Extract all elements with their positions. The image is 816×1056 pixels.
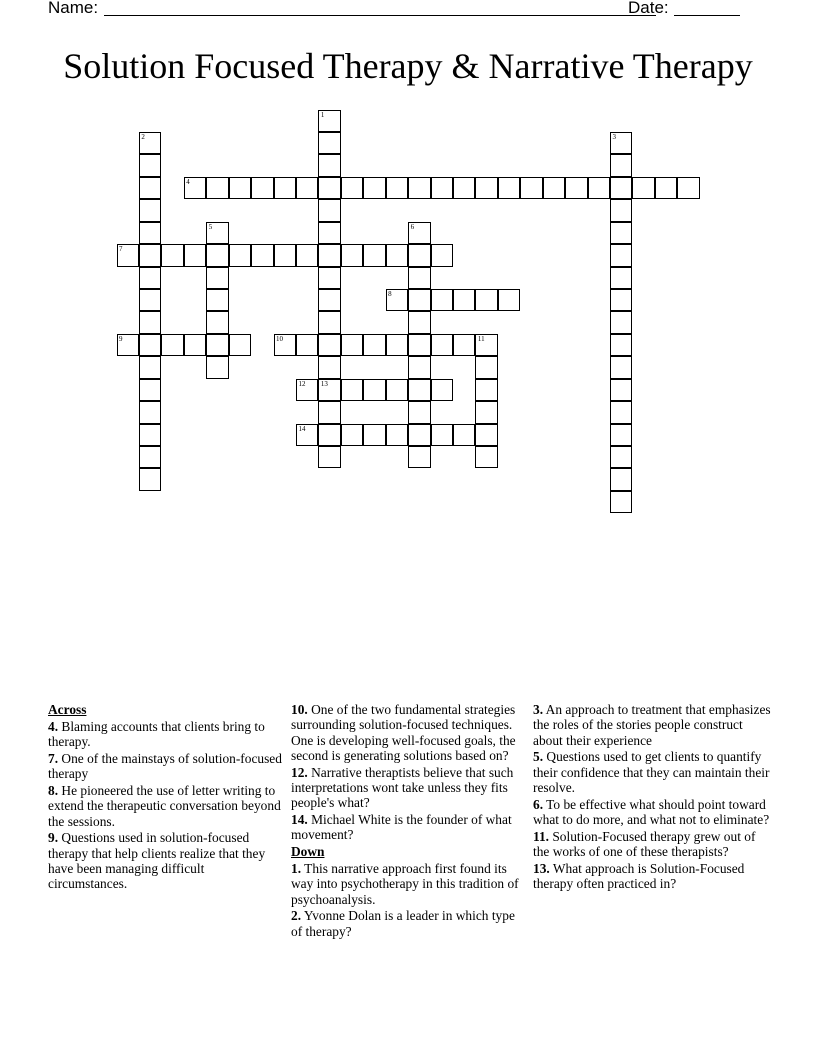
crossword-cell[interactable] <box>206 289 229 312</box>
name-label: Name: <box>48 0 99 17</box>
crossword-cell[interactable] <box>475 401 498 424</box>
crossword-cell[interactable] <box>161 244 184 267</box>
crossword-cell[interactable] <box>610 334 633 357</box>
across-heading: Across <box>48 702 87 717</box>
crossword-cell[interactable] <box>318 356 341 379</box>
crossword-cell[interactable] <box>453 177 476 200</box>
crossword-cell[interactable] <box>318 244 341 267</box>
crossword-cell[interactable] <box>139 379 162 402</box>
clue-text: One of the two fundamental strategies surrounding solution-focused techniques. One is developing well-focused goals, the second is generating solutions based on? <box>291 702 516 763</box>
crossword-cell[interactable] <box>386 289 409 312</box>
clue-across-12 <box>291 765 525 811</box>
crossword-cell[interactable] <box>296 177 319 200</box>
crossword-cell[interactable] <box>386 424 409 447</box>
crossword-cell[interactable] <box>498 289 521 312</box>
crossword-cell[interactable] <box>610 244 633 267</box>
clue-across-9 <box>48 830 284 891</box>
crossword-cell[interactable] <box>139 468 162 491</box>
clue-number: 2. <box>291 908 302 924</box>
crossword-cell[interactable] <box>139 244 162 267</box>
crossword-cell[interactable] <box>386 334 409 357</box>
crossword-cell[interactable] <box>318 424 341 447</box>
clue-number-label: 10 <box>276 334 283 343</box>
clue-number-label: 6 <box>410 222 415 231</box>
crossword-cell[interactable] <box>117 244 140 267</box>
clue-text: What approach is Solution-Focused therapy often practiced in? <box>533 860 745 892</box>
crossword-cell[interactable] <box>520 177 543 200</box>
crossword-cell[interactable] <box>610 199 633 222</box>
crossword-cell[interactable] <box>139 132 162 155</box>
crossword-cell[interactable] <box>610 222 633 245</box>
clue-down-11 <box>533 829 773 860</box>
crossword-cell[interactable] <box>341 334 364 357</box>
clue-number: 14. <box>291 812 308 828</box>
date-field[interactable] <box>674 15 740 16</box>
clue-number: 3. <box>533 702 544 717</box>
crossword-cell[interactable] <box>408 244 431 267</box>
crossword-cell[interactable] <box>610 379 633 402</box>
clue-number: 12. <box>291 764 308 780</box>
crossword-cell[interactable] <box>229 244 252 267</box>
crossword-cell[interactable] <box>318 177 341 200</box>
crossword-cell[interactable] <box>431 177 454 200</box>
crossword-cell[interactable] <box>363 334 386 357</box>
crossword-cell[interactable] <box>610 289 633 312</box>
clue-down-6 <box>533 797 773 828</box>
clue-number-label: 9 <box>119 334 123 343</box>
crossword-cell[interactable] <box>498 177 521 200</box>
crossword-cell[interactable] <box>139 311 162 334</box>
page-title: Solution Focused Therapy & Narrative Therapy <box>63 46 753 86</box>
crossword-cell[interactable] <box>206 267 229 290</box>
clue-text: Yvonne Dolan is a leader in which type of therapy? <box>291 908 515 939</box>
clue-text: Narrative theraptists believe that such interpretations wont take unless they fits people's what? <box>291 764 514 811</box>
crossword-cell[interactable] <box>206 334 229 357</box>
clue-across-4 <box>48 719 284 750</box>
crossword-cell[interactable] <box>184 177 207 200</box>
crossword-cell[interactable] <box>318 446 341 469</box>
clue-down-13 <box>533 861 773 892</box>
crossword-cell[interactable] <box>475 379 498 402</box>
crossword-cell[interactable] <box>296 334 319 357</box>
clues-column-3 <box>533 702 773 893</box>
crossword-cell[interactable] <box>139 334 162 357</box>
crossword-cell[interactable] <box>632 177 655 200</box>
clue-number: 6. <box>533 796 544 812</box>
crossword-cell[interactable] <box>363 177 386 200</box>
clue-number: 13. <box>533 860 550 876</box>
clue-across-7 <box>48 751 284 782</box>
crossword-cell[interactable] <box>408 177 431 200</box>
clue-number-label: 14 <box>298 424 306 433</box>
crossword-cell[interactable] <box>588 177 611 200</box>
date-label: Date: <box>628 0 669 17</box>
crossword-cell[interactable] <box>274 244 297 267</box>
crossword-cell[interactable] <box>274 334 297 357</box>
crossword-cell[interactable] <box>610 132 633 155</box>
crossword-cell[interactable] <box>408 424 431 447</box>
crossword-cell[interactable] <box>386 379 409 402</box>
clue-number: 8. <box>48 782 59 798</box>
crossword-cell[interactable] <box>431 244 454 267</box>
clue-number-label: 7 <box>119 245 123 254</box>
crossword-cell[interactable] <box>610 401 633 424</box>
crossword-cell[interactable] <box>408 311 431 334</box>
clue-number: 9. <box>48 830 59 846</box>
crossword-cell[interactable] <box>318 199 341 222</box>
crossword-cell[interactable] <box>139 154 162 177</box>
crossword-cell[interactable] <box>296 424 319 447</box>
crossword-cell[interactable] <box>318 154 341 177</box>
crossword-cell[interactable] <box>453 334 476 357</box>
clue-down-2 <box>291 908 525 939</box>
crossword-cell[interactable] <box>318 110 341 133</box>
crossword-cell[interactable] <box>610 356 633 379</box>
crossword-cell[interactable] <box>139 446 162 469</box>
clue-across-10 <box>291 702 525 763</box>
crossword-cell[interactable] <box>318 334 341 357</box>
crossword-cell[interactable] <box>543 177 566 200</box>
crossword-cell[interactable] <box>610 177 633 200</box>
crossword-cell[interactable] <box>117 334 140 357</box>
clue-text: One of the mainstays of solution-focused therapy <box>48 750 282 782</box>
clue-number: 7. <box>48 750 59 766</box>
crossword-cell[interactable] <box>341 424 364 447</box>
clue-down-5 <box>533 749 773 795</box>
crossword-cell[interactable] <box>363 244 386 267</box>
clue-number: 5. <box>533 749 544 765</box>
crossword-cell[interactable] <box>318 401 341 424</box>
crossword-cell[interactable] <box>274 177 297 200</box>
clue-text: To be effective what should point toward what to do more, and what not to eliminate? <box>533 796 770 828</box>
crossword-cell[interactable] <box>139 401 162 424</box>
crossword-cell[interactable] <box>296 244 319 267</box>
clue-text: Questions used in solution-focused therapy that help clients realize that they have been managing difficult circumstances. <box>48 830 266 892</box>
clue-number: 11. <box>533 828 549 844</box>
crossword-cell[interactable] <box>386 244 409 267</box>
crossword-cell[interactable] <box>251 177 274 200</box>
clue-text: He pioneered the use of letter writing to extend the therapeutic conversation beyond the sessions. <box>48 782 281 829</box>
crossword-cell[interactable] <box>229 334 252 357</box>
crossword-cell[interactable] <box>363 379 386 402</box>
clue-text: Michael White is the founder of what movement? <box>291 812 512 843</box>
crossword-cell[interactable] <box>386 177 409 200</box>
crossword-cell[interactable] <box>610 491 633 514</box>
clue-number: 4. <box>48 718 59 734</box>
crossword-cell[interactable] <box>318 289 341 312</box>
crossword-cell[interactable] <box>610 311 633 334</box>
crossword-cell[interactable] <box>318 222 341 245</box>
crossword-cell[interactable] <box>431 334 454 357</box>
clue-across-8 <box>48 783 284 829</box>
crossword-cell[interactable] <box>610 424 633 447</box>
clue-number-label: 3 <box>612 132 616 141</box>
crossword-cell[interactable] <box>453 289 476 312</box>
crossword-cell[interactable] <box>296 379 319 402</box>
crossword-cell[interactable] <box>408 401 431 424</box>
crossword-cell[interactable] <box>431 424 454 447</box>
crossword-cell[interactable] <box>475 424 498 447</box>
crossword-cell[interactable] <box>677 177 700 200</box>
clue-number-label: 5 <box>208 222 213 231</box>
crossword-cell[interactable] <box>565 177 588 200</box>
crossword-cell[interactable] <box>475 177 498 200</box>
crossword-cell[interactable] <box>431 379 454 402</box>
clue-number-label: 11 <box>477 334 485 343</box>
clue-number-label: 2 <box>141 132 145 141</box>
crossword-cell[interactable] <box>341 379 364 402</box>
crossword-cell[interactable] <box>318 311 341 334</box>
crossword-cell[interactable] <box>408 334 431 357</box>
crossword-cell[interactable] <box>341 177 364 200</box>
name-date-header <box>48 0 748 20</box>
crossword-cell[interactable] <box>139 424 162 447</box>
clue-number-label: 8 <box>388 289 392 298</box>
clue-number-label: 13 <box>320 379 328 388</box>
crossword-cell[interactable] <box>139 356 162 379</box>
clue-number: 1. <box>291 860 302 876</box>
crossword-cell[interactable] <box>206 311 229 334</box>
crossword-cell[interactable] <box>610 468 633 491</box>
clue-text: This narrative approach first found its way into psychotherapy in this tradition of psychoanalysis. <box>291 860 519 907</box>
clue-down-1 <box>291 861 525 907</box>
crossword-cell[interactable] <box>139 267 162 290</box>
crossword-cell[interactable] <box>229 177 252 200</box>
crossword-cell[interactable] <box>318 267 341 290</box>
crossword-cell[interactable] <box>341 244 364 267</box>
crossword-cell[interactable] <box>139 222 162 245</box>
clue-down-3 <box>533 702 773 748</box>
clue-text: Blaming accounts that clients bring to therapy. <box>48 718 265 750</box>
crossword-cell[interactable] <box>184 334 207 357</box>
crossword-cell[interactable] <box>318 132 341 155</box>
crossword-cell[interactable] <box>318 379 341 402</box>
crossword-cell[interactable] <box>161 334 184 357</box>
name-field[interactable] <box>104 15 656 16</box>
clue-text: Questions used to get clients to quantify their confidence that they can maintain their resolve. <box>533 749 770 795</box>
down-heading: Down <box>291 844 325 860</box>
crossword-cell[interactable] <box>206 177 229 200</box>
crossword-cell[interactable] <box>184 244 207 267</box>
clue-number: 10. <box>291 702 308 717</box>
crossword-cell[interactable] <box>408 446 431 469</box>
crossword-cell[interactable] <box>139 289 162 312</box>
crossword-cell[interactable] <box>475 356 498 379</box>
crossword-cell[interactable] <box>475 446 498 469</box>
crossword-cell[interactable] <box>431 289 454 312</box>
crossword-cell[interactable] <box>206 356 229 379</box>
crossword-cell[interactable] <box>453 424 476 447</box>
crossword-cell[interactable] <box>475 334 498 357</box>
crossword-cell[interactable] <box>475 289 498 312</box>
crossword-cell[interactable] <box>408 267 431 290</box>
crossword-cell[interactable] <box>408 356 431 379</box>
crossword-cell[interactable] <box>610 154 633 177</box>
crossword-cell[interactable] <box>610 446 633 469</box>
clue-text: An approach to treatment that emphasizes the roles of the stories people construct about their experience <box>533 702 771 748</box>
clue-number-label: 1 <box>320 110 325 119</box>
clue-text: Solution-Focused therapy grew out of the works of one of these therapists? <box>533 828 756 860</box>
crossword-cell[interactable] <box>206 222 229 245</box>
clue-number-label: 12 <box>298 379 306 388</box>
crossword-cell[interactable] <box>408 222 431 245</box>
crossword-cell[interactable] <box>408 289 431 312</box>
crossword-cell[interactable] <box>206 244 229 267</box>
crossword-cell[interactable] <box>363 424 386 447</box>
crossword-cell[interactable] <box>139 199 162 222</box>
crossword-cell[interactable] <box>408 379 431 402</box>
crossword-cell[interactable] <box>251 244 274 267</box>
crossword-cell[interactable] <box>610 267 633 290</box>
crossword-cell[interactable] <box>655 177 678 200</box>
clues-column-1 <box>48 702 284 893</box>
clue-across-14 <box>291 812 525 843</box>
clue-number-label: 4 <box>186 177 190 186</box>
crossword-cell[interactable] <box>139 177 162 200</box>
clues-column-2 <box>291 702 525 940</box>
